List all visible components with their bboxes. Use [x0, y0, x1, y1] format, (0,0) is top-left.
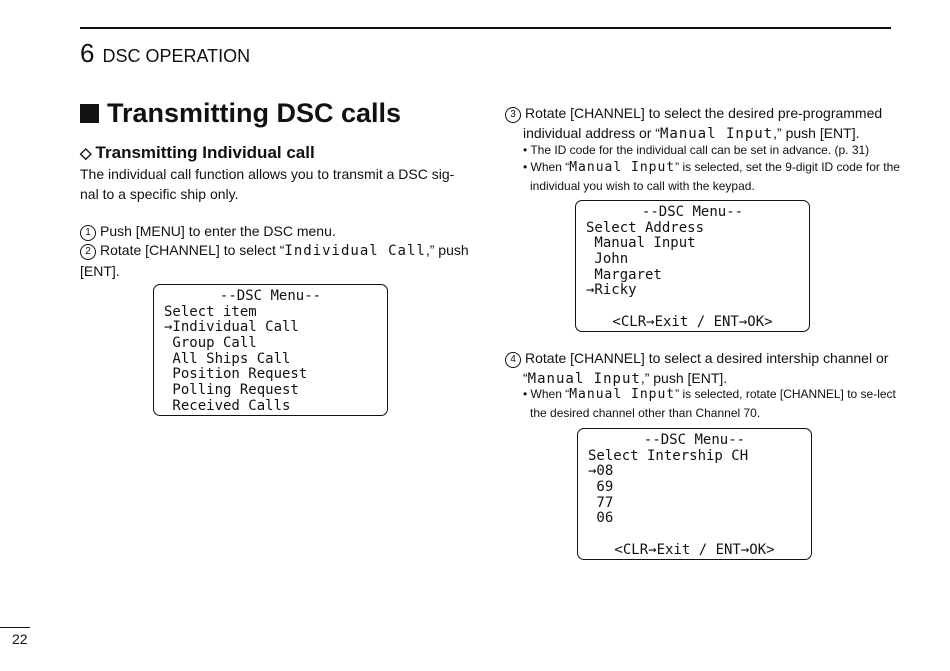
note-4: [523, 385, 902, 422]
lcd-line: Polling Request: [164, 382, 299, 399]
section-title: [80, 98, 401, 129]
lcd-header: --DSC Menu--: [643, 432, 746, 448]
lcd-line: Select item: [164, 303, 257, 320]
step-4: [505, 348, 913, 389]
lcd-header: --DSC Menu--: [219, 288, 322, 304]
lcd-line: John: [586, 251, 629, 268]
lcd-term: Manual Input: [569, 387, 676, 402]
lcd-line: Select Intership CH: [588, 447, 749, 464]
step-text-pre: Rotate [CHANNEL] to select a desired intership channel or “: [523, 350, 889, 386]
intro-paragraph: The individual call function allows you to transmit a DSC sig-nal to a specific ship only.: [80, 166, 455, 202]
step-number: 2: [80, 244, 96, 260]
lcd-line: →Ricky: [586, 282, 637, 299]
step-text-post: ,” push [ENT].: [773, 125, 860, 141]
lcd-term: Manual Input: [659, 126, 774, 142]
lcd-line: 77: [588, 494, 614, 511]
step-text-pre: Rotate [CHANNEL] to select “: [100, 242, 285, 258]
note-text-pre: • When “: [523, 160, 570, 174]
step-1: [80, 221, 470, 241]
page-number-rule: [0, 627, 30, 628]
lcd-line: Group Call: [164, 335, 257, 352]
step-number: 3: [505, 107, 521, 123]
lcd-screen-select-intership: [577, 428, 812, 560]
lcd-footer: <CLR→Exit / ENT→OK>: [612, 313, 773, 330]
lcd-line: 69: [588, 479, 614, 496]
lcd-footer: <CLR→Exit / ENT→OK>: [614, 541, 775, 558]
note-text-pre: • When “: [523, 387, 570, 401]
lcd-line: Position Request: [164, 366, 308, 383]
lcd-line: Received Calls: [164, 397, 291, 414]
sub-title-text: Transmitting Individual call: [95, 143, 315, 162]
lcd-line: 06: [588, 510, 614, 527]
step-text-pre: Rotate [CHANNEL] to select the desired pre-programmed individual address or “: [523, 105, 883, 141]
lcd-screen-dsc-menu: [153, 284, 388, 416]
lcd-line: →Individual Call: [164, 319, 299, 336]
chapter-heading: [80, 38, 250, 68]
lcd-header: --DSC Menu--: [641, 204, 744, 220]
step-2: [80, 240, 472, 281]
lcd-line: All Ships Call: [164, 350, 291, 367]
step-text: Push [MENU] to enter the DSC menu.: [100, 223, 336, 239]
section-title-text: Transmitting DSC calls: [107, 98, 402, 128]
step-text-post: ,” push [ENT].: [640, 370, 728, 386]
chapter-title: DSC OPERATION: [102, 46, 251, 66]
lcd-line: →08: [588, 463, 614, 480]
lcd-term: Manual Input: [527, 371, 641, 387]
lcd-line: Margaret: [586, 266, 662, 283]
lcd-term: Manual Input: [569, 160, 676, 175]
lcd-line: [586, 299, 799, 315]
top-rule: [80, 27, 891, 29]
note-text-post: ” is selected, rotate [CHANNEL] to se-lect the desired channel other than Channel 70.: [530, 387, 896, 420]
step-number: 1: [80, 225, 96, 241]
lcd-screen-select-address: [575, 200, 810, 332]
step-number: 4: [505, 352, 521, 368]
lcd-line: Select Address: [586, 219, 705, 236]
lcd-line: [588, 527, 801, 543]
note-text-post: ” is selected, set the 9-digit ID code for the individual you wish to call with the keypad.: [530, 160, 900, 193]
note-3b: [523, 158, 902, 195]
lcd-line: Manual Input: [586, 235, 696, 252]
square-bullet-icon: [80, 104, 99, 123]
page-number: 22: [12, 631, 28, 647]
sub-title: [80, 143, 315, 163]
lcd-term: Individual Call: [284, 243, 426, 259]
step-3: [505, 103, 913, 144]
diamond-icon: ◇: [80, 145, 92, 162]
chapter-number: 6: [80, 38, 95, 68]
note-3a: • The ID code for the individual call can be set in advance. (p. 31): [523, 143, 870, 157]
step-text-post: ,” push [ENT].: [80, 242, 469, 279]
